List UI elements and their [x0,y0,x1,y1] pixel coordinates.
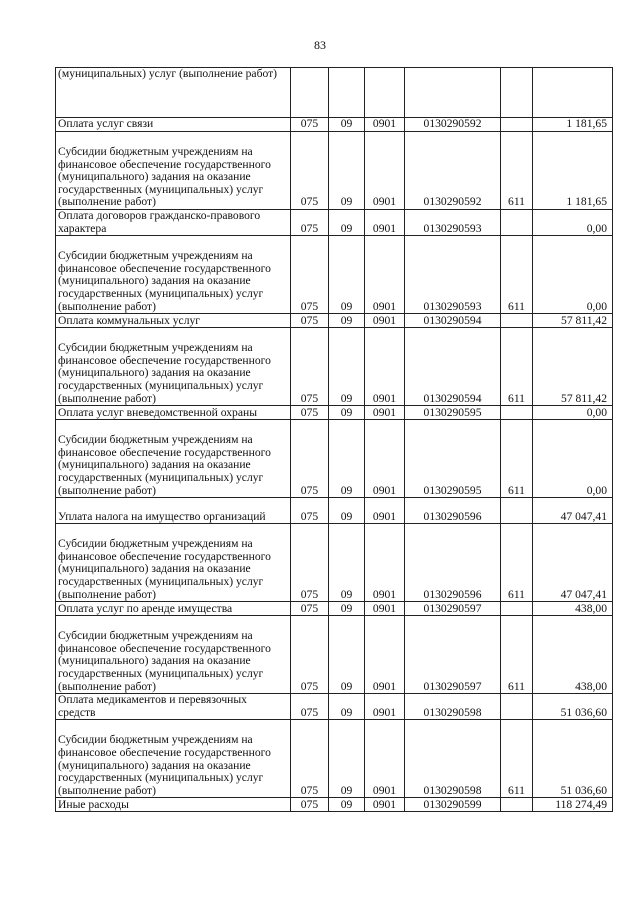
section-cell: 09 [329,616,365,694]
section-cell: 09 [329,524,365,602]
admin-code-cell: 075 [291,524,329,602]
amount-cell: 57 811,42 [533,314,613,328]
target-article-cell: 0130290596 [405,498,501,524]
target-article-cell: 0130290592 [405,132,501,210]
admin-code-cell: 075 [291,616,329,694]
row-name-cell: Оплата услуг связи [56,118,291,132]
table-row [56,406,613,420]
amount-cell [533,68,613,118]
section-cell: 09 [329,798,365,812]
expense-kind-cell: 611 [501,616,533,694]
subsection-cell: 0901 [365,236,405,314]
expense-kind-cell: 611 [501,524,533,602]
expense-kind-cell: 611 [501,132,533,210]
amount-cell: 0,00 [533,420,613,498]
row-name-cell: Субсидии бюджетным учреждениям на финансовое обеспечение государственного (муниципального) задания на оказание государственных (муниципальных) услуг (выполнение работ) [56,524,291,602]
expense-kind-cell: 611 [501,328,533,406]
expense-kind-cell [501,498,533,524]
admin-code-cell: 075 [291,328,329,406]
amount-cell: 1 181,65 [533,132,613,210]
subsection-cell: 0901 [365,406,405,420]
target-article-cell: 0130290594 [405,314,501,328]
table-row [56,68,613,118]
row-name-cell: Уплата налога на имущество организаций [56,498,291,524]
admin-code-cell: 075 [291,314,329,328]
table-row [56,498,613,524]
row-name-cell: Субсидии бюджетным учреждениям на финансовое обеспечение государственного (муниципального) задания на оказание государственных (муниципальных) услуг (выполнение работ) [56,420,291,498]
section-cell: 09 [329,210,365,236]
amount-cell: 438,00 [533,616,613,694]
row-name-cell: Субсидии бюджетным учреждениям на финансовое обеспечение государственного (муниципального) задания на оказание государственных (муниципальных) услуг (выполнение работ) [56,132,291,210]
row-name-cell: Субсидии бюджетным учреждениям на финансовое обеспечение государственного (муниципального) задания на оказание государственных (муниципальных) услуг (выполнение работ) [56,236,291,314]
subsection-cell: 0901 [365,694,405,720]
row-name-cell: Субсидии бюджетным учреждениям на финансовое обеспечение государственного (муниципального) задания на оказание государственных (муниципальных) услуг (выполнение работ) [56,328,291,406]
admin-code-cell: 075 [291,420,329,498]
table-row [56,602,613,616]
amount-cell: 0,00 [533,236,613,314]
section-cell: 09 [329,236,365,314]
admin-code-cell: 075 [291,694,329,720]
row-name-cell: Оплата услуг по аренде имущества [56,602,291,616]
target-article-cell: 0130290595 [405,420,501,498]
table-row [56,798,613,812]
admin-code-cell: 075 [291,720,329,798]
subsection-cell: 0901 [365,132,405,210]
subsection-cell: 0901 [365,118,405,132]
row-name-cell: Иные расходы [56,798,291,812]
target-article-cell: 0130290592 [405,118,501,132]
expense-kind-cell: 611 [501,720,533,798]
row-name-cell: Субсидии бюджетным учреждениям на финансовое обеспечение государственного (муниципального) задания на оказание государственных (муниципальных) услуг (выполнение работ) [56,720,291,798]
section-cell: 09 [329,420,365,498]
admin-code-cell: 075 [291,602,329,616]
amount-cell: 118 274,49 [533,798,613,812]
budget-table [55,67,613,812]
target-article-cell: 0130290593 [405,210,501,236]
amount-cell: 1 181,65 [533,118,613,132]
admin-code-cell: 075 [291,210,329,236]
expense-kind-cell [501,314,533,328]
admin-code-cell [291,68,329,118]
expense-kind-cell [501,602,533,616]
table-row [56,118,613,132]
table-row [56,616,613,694]
expense-kind-cell [501,694,533,720]
target-article-cell: 0130290593 [405,236,501,314]
section-cell [329,68,365,118]
table-body [56,68,613,812]
amount-cell: 438,00 [533,602,613,616]
section-cell: 09 [329,314,365,328]
amount-cell: 51 036,60 [533,694,613,720]
target-article-cell: 0130290598 [405,720,501,798]
amount-cell: 0,00 [533,406,613,420]
target-article-cell: 0130290594 [405,328,501,406]
target-article-cell: 0130290596 [405,524,501,602]
expense-kind-cell [501,798,533,812]
section-cell: 09 [329,328,365,406]
row-name-cell: Оплата услуг вневедомственной охраны [56,406,291,420]
expense-kind-cell: 611 [501,236,533,314]
admin-code-cell: 075 [291,236,329,314]
subsection-cell: 0901 [365,210,405,236]
subsection-cell [365,68,405,118]
expense-kind-cell [501,210,533,236]
table-row [56,420,613,498]
section-cell: 09 [329,118,365,132]
subsection-cell: 0901 [365,498,405,524]
amount-cell: 47 047,41 [533,524,613,602]
expense-kind-cell: 611 [501,420,533,498]
expense-kind-cell [501,406,533,420]
section-cell: 09 [329,602,365,616]
subsection-cell: 0901 [365,602,405,616]
subsection-cell: 0901 [365,420,405,498]
section-cell: 09 [329,694,365,720]
section-cell: 09 [329,406,365,420]
subsection-cell: 0901 [365,328,405,406]
row-name-cell: Субсидии бюджетным учреждениям на финансовое обеспечение государственного (муниципального) задания на оказание государственных (муниципальных) услуг (выполнение работ) [56,616,291,694]
amount-cell: 0,00 [533,210,613,236]
subsection-cell: 0901 [365,798,405,812]
amount-cell: 51 036,60 [533,720,613,798]
table-row [56,694,613,720]
table-row [56,132,613,210]
page-number: 83 [314,38,326,52]
row-name-cell: Оплата договоров гражданско-правового характера [56,210,291,236]
admin-code-cell: 075 [291,498,329,524]
admin-code-cell: 075 [291,798,329,812]
subsection-cell: 0901 [365,314,405,328]
amount-cell: 47 047,41 [533,498,613,524]
row-name-cell: Оплата коммунальных услуг [56,314,291,328]
row-name-cell: Оплата медикаментов и перевязочных средств [56,694,291,720]
table-row [56,314,613,328]
table-row [56,328,613,406]
admin-code-cell: 075 [291,406,329,420]
subsection-cell: 0901 [365,720,405,798]
subsection-cell: 0901 [365,524,405,602]
subsection-cell: 0901 [365,616,405,694]
expense-kind-cell [501,118,533,132]
section-cell: 09 [329,720,365,798]
admin-code-cell: 075 [291,132,329,210]
target-article-cell: 0130290597 [405,602,501,616]
target-article-cell: 0130290595 [405,406,501,420]
table-row [56,720,613,798]
target-article-cell: 0130290597 [405,616,501,694]
table-row [56,210,613,236]
target-article-cell: 0130290599 [405,798,501,812]
table-row [56,236,613,314]
row-name-cell: (муниципальных) услуг (выполнение работ) [56,68,291,118]
admin-code-cell: 075 [291,118,329,132]
section-cell: 09 [329,132,365,210]
target-article-cell [405,68,501,118]
section-cell: 09 [329,498,365,524]
table-row [56,524,613,602]
expense-kind-cell [501,68,533,118]
target-article-cell: 0130290598 [405,694,501,720]
amount-cell: 57 811,42 [533,328,613,406]
